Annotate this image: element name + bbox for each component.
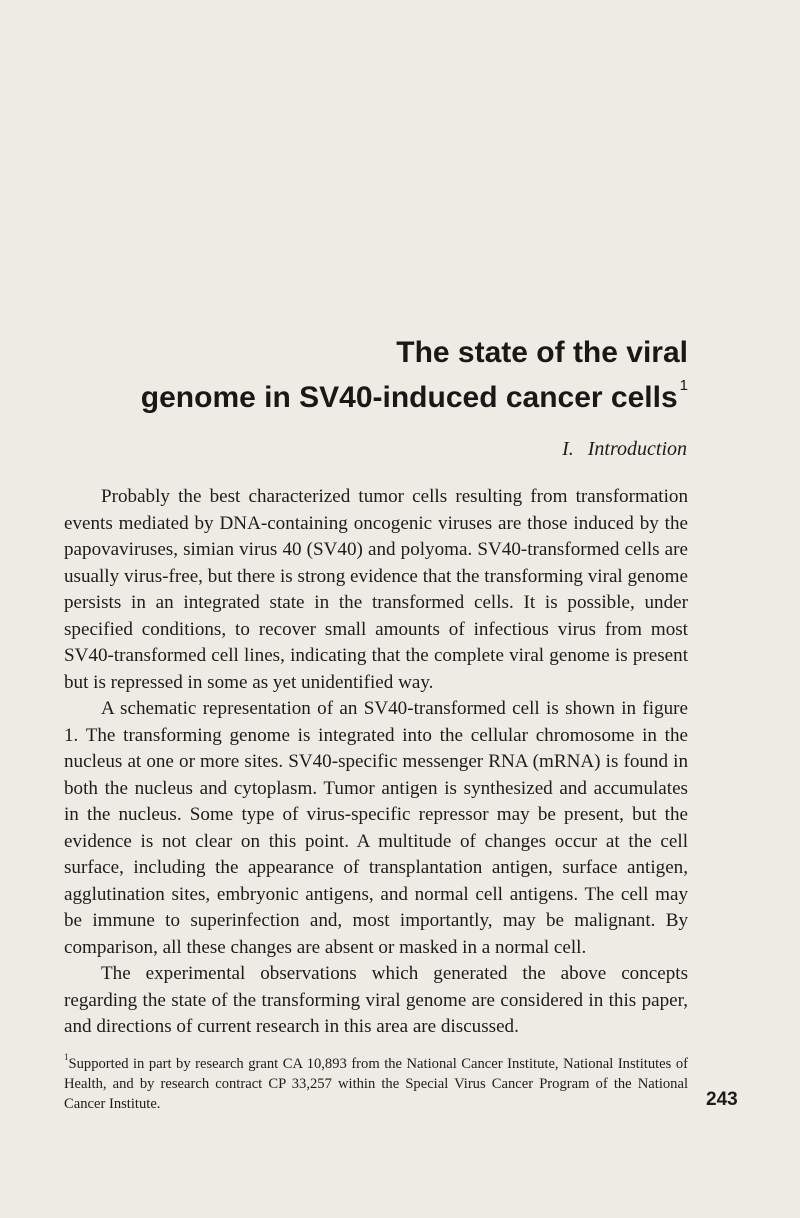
title-line-2-text: genome in SV40-induced cancer cells xyxy=(140,381,678,414)
article-title xyxy=(141,333,688,417)
section-number: I. xyxy=(562,438,574,460)
paragraph-2: A schematic representation of an SV40-transformed cell is shown in figure 1. The transforming genome is integrated into the cellular chromosome in the nucleus at one or more sites. SV40-specific messenger RNA (mRNA) is found in both the nucleus and cytoplasm. Tumor antigen is synthesized and accumulates in the nucleus. Some type of virus-specific repressor may be present, but the evidence is not clear on this point. A multitude of changes occur at the cell surface, including the appearance of transplantation antigen, surface antigen, agglutination sites, embryonic antigens, and normal cell antigens. The cell may be immune to superinfection and, most importantly, may be malignant. By comparison, all these changes are absent or masked in a normal cell. xyxy=(64,698,688,958)
section-heading xyxy=(562,438,687,461)
paragraph-3: The experimental observations which generated the above concepts regarding the state of the transforming viral genome are considered in this paper, and directions of current research in this area are discussed. xyxy=(64,963,688,1037)
body-text xyxy=(64,484,688,1041)
page-number: 243 xyxy=(706,1089,738,1110)
section-title: Introduction xyxy=(587,438,687,460)
footnote xyxy=(64,1049,688,1114)
title-line-1: The state of the viral xyxy=(396,336,688,369)
title-line-2 xyxy=(141,372,688,417)
title-footnote-marker: 1 xyxy=(679,377,688,394)
footnote-marker: 1 xyxy=(64,1052,69,1062)
footnote-text: Supported in part by research grant CA 10,893 from the National Cancer Institute, National Institutes of Health, and by research contract CP 33,257 within the Special Virus Cancer Program of the National Cancer Institute. xyxy=(64,1055,688,1112)
paragraph-1: Probably the best characterized tumor cells resulting from transformation events mediated by DNA-containing oncogenic viruses are those induced by the papovaviruses, simian virus 40 (SV40) and polyoma. SV40-transformed cells are usually virus-free, but there is strong evidence that the transforming viral genome persists in an integrated state in the transformed cells. It is possible, under specified conditions, to recover small amounts of infectious virus from most SV40-transformed cell lines, indicating that the complete viral genome is present but is repressed in some as yet unidentified way. xyxy=(64,486,688,693)
